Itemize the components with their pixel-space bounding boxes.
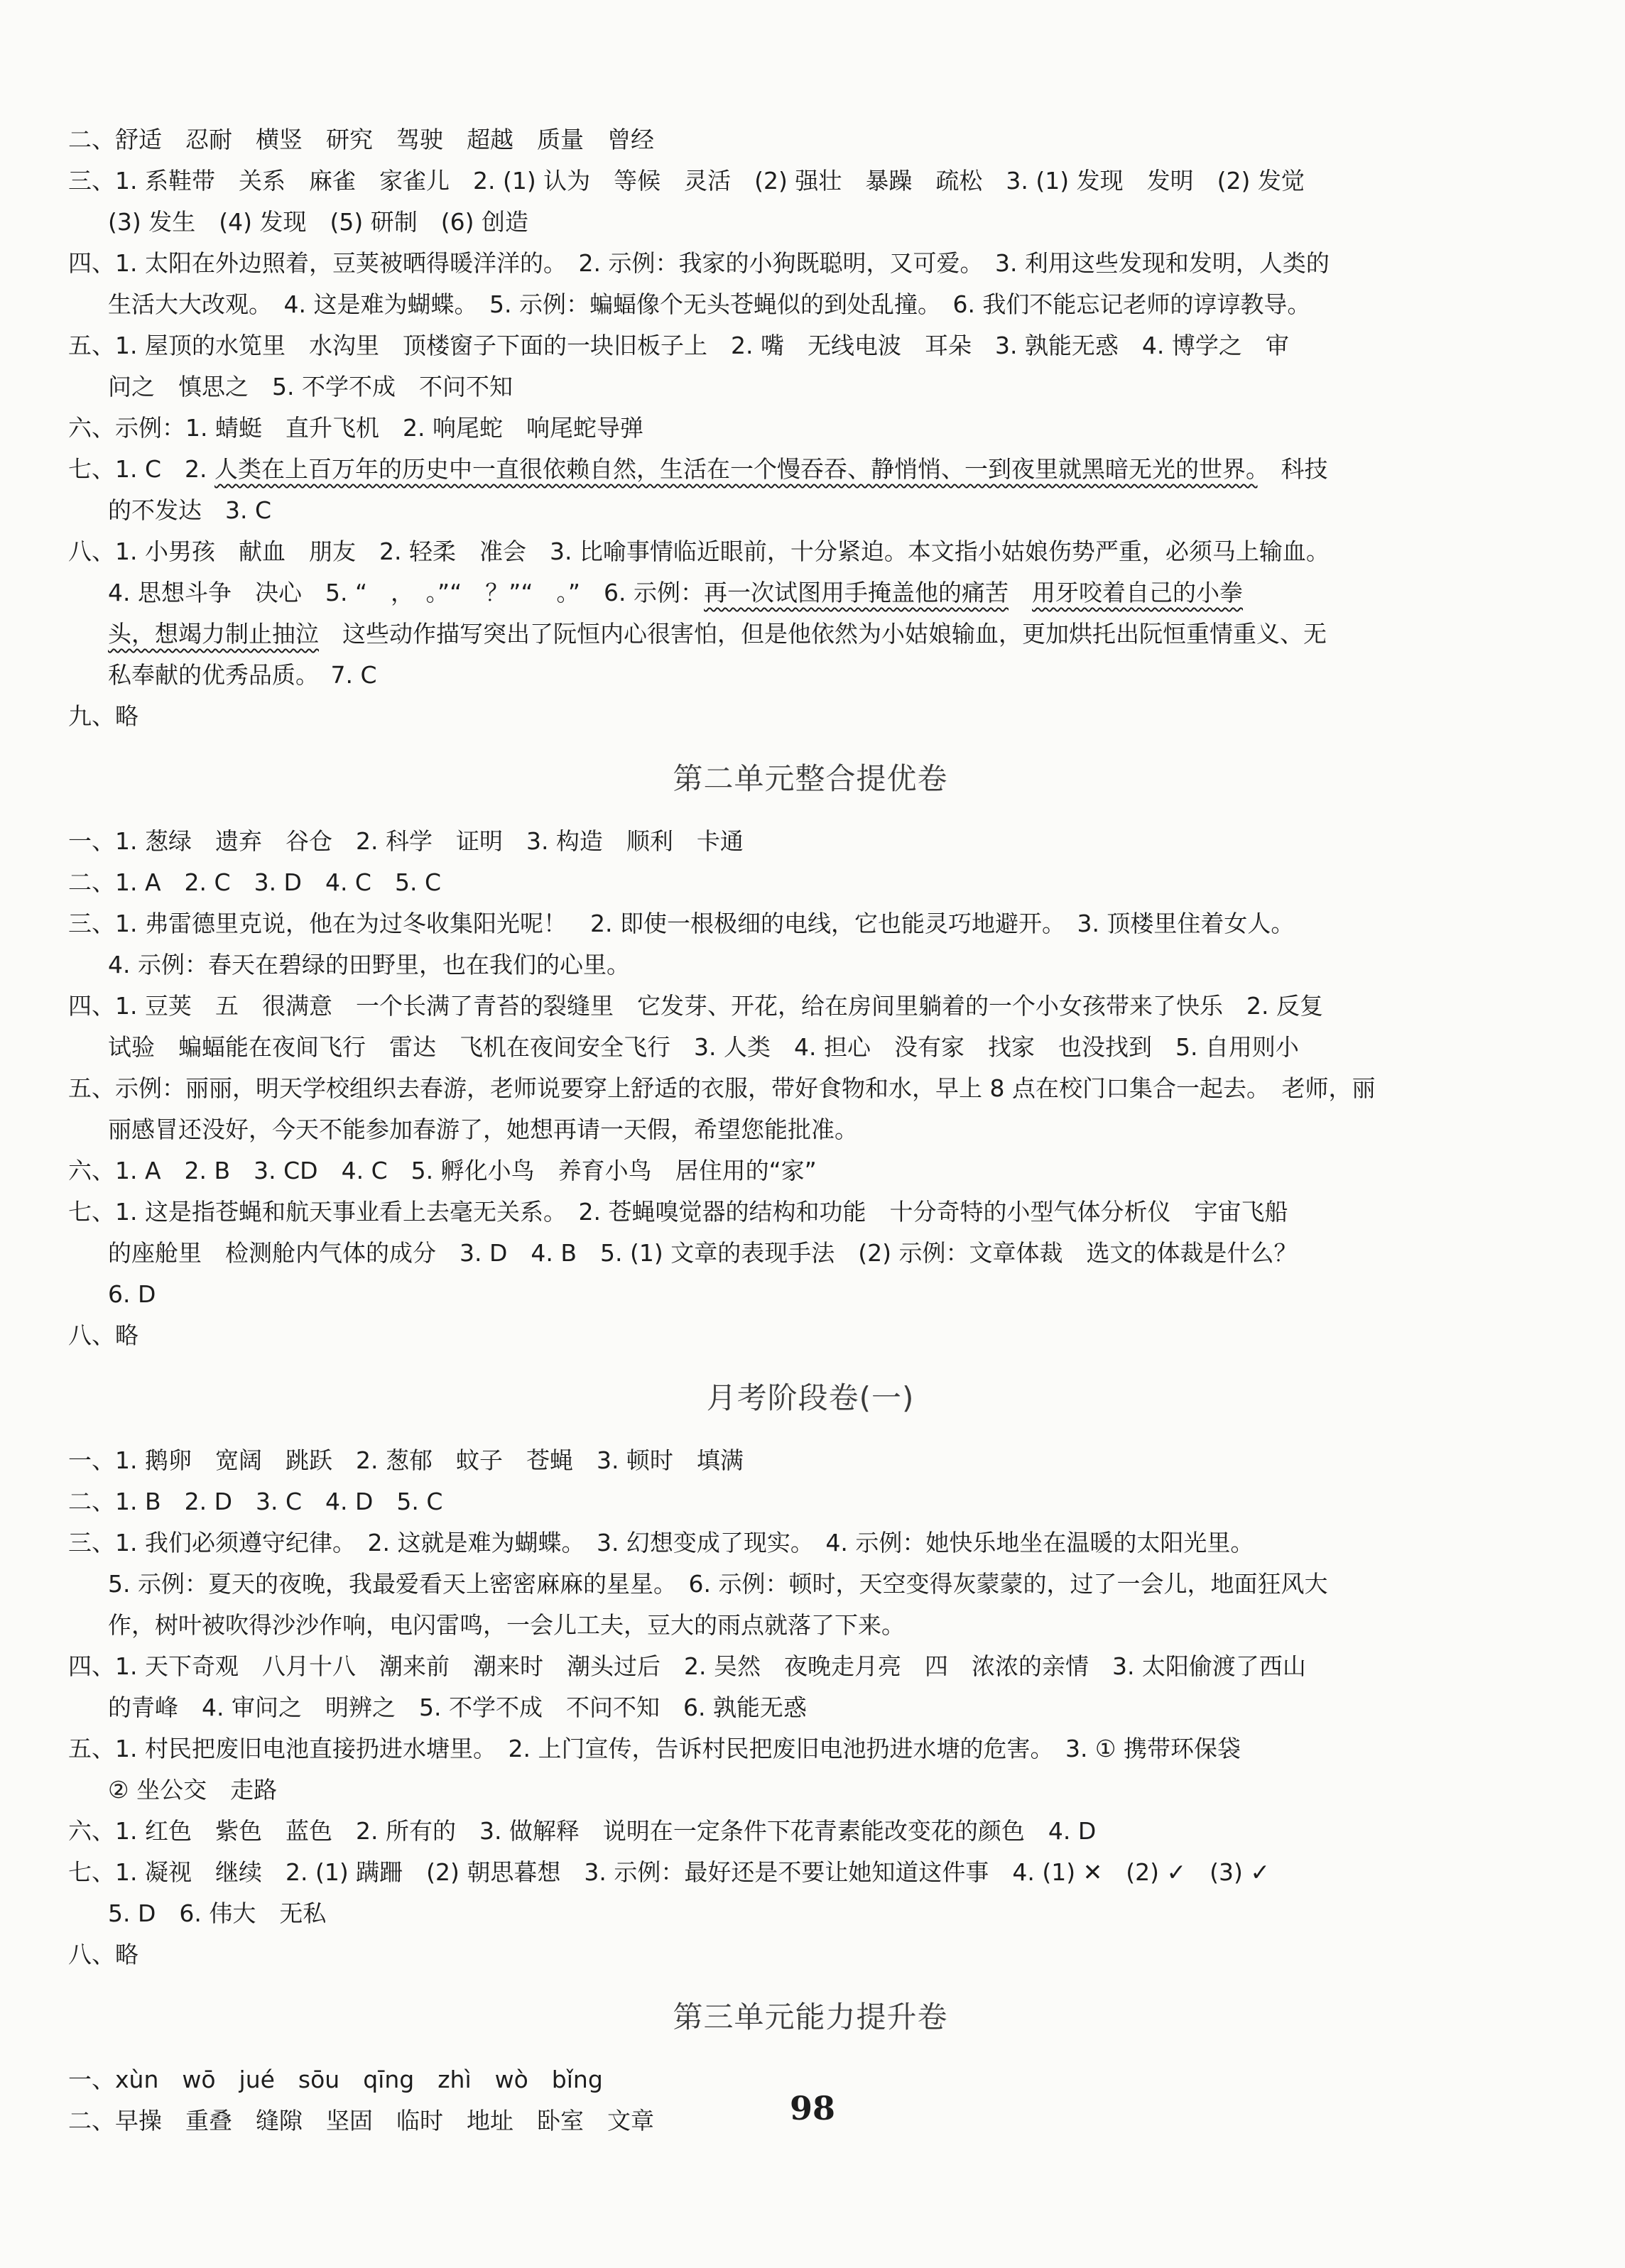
answer-text: 七、1. 凝视 继续 2. (1) 蹒跚 (2) 朝思暮想 3. 示例：最好还是不要让她知道这件事 4. (1) ✕ (2) ✓ (3) ✓ [68, 1858, 1271, 1886]
answer-line [68, 1109, 1553, 1150]
answer-line [68, 202, 1553, 243]
answer-text: 九、略 [68, 702, 138, 730]
underlined-answer-text: 人类在上百万年的历史中一直很依赖自然，生活在一个慢吞吞、静悄悄、一到夜里就黑暗无光的世界。 [214, 455, 1258, 483]
answer-line [68, 449, 1553, 490]
answer-line [68, 1605, 1553, 1646]
answer-text: 八、1. 小男孩 献血 朋友 2. 轻柔 准会 3. 比喻事情临近眼前，十分紧迫。本文指小姑娘伤势严重，必须马上输血。 [68, 538, 1330, 565]
answer-text: 生活大大改观。 4. 这是难为蝴蝶。 5. 示例：蝙蝠像个无头苍蝇似的到处乱撞。 6. 我们不能忘记老师的谆谆教导。 [108, 290, 1311, 318]
answer-line [68, 160, 1553, 202]
answer-line [68, 1068, 1553, 1109]
answer-text: 5. 示例：夏天的夜晚，我最爱看天上密密麻麻的星星。 6. 示例：顿时，天空变得灰蒙蒙的，过了一会儿，地面狂风大 [108, 1570, 1328, 1598]
answer-text: 一、1. 葱绿 遗弃 谷仓 2. 科学 证明 3. 构造 顺利 卡通 [68, 827, 744, 855]
answer-text: 三、1. 我们必须遵守纪律。 2. 这就是难为蝴蝶。 3. 幻想变成了现实。 4. 示例：她快乐地坐在温暖的太阳光里。 [68, 1529, 1254, 1556]
answer-text: 作，树叶被吹得沙沙作响，电闪雷鸣，一会儿工夫，豆大的雨点就落了下来。 [108, 1611, 905, 1639]
answer-line [68, 1893, 1553, 1934]
answer-line [68, 408, 1553, 449]
answer-text: 八、略 [68, 1941, 138, 1968]
answer-line [68, 1934, 1553, 1975]
underlined-answer-text: 用牙咬着自己的小拳 [1032, 579, 1244, 606]
answer-text: 七、1. C 2. [68, 455, 214, 483]
answer-text: 的青峰 4. 审问之 明辨之 5. 不学不成 不问不知 6. 孰能无惑 [108, 1694, 807, 1721]
answer-line [68, 366, 1553, 408]
answer-line [68, 655, 1553, 696]
answer-line [68, 1646, 1553, 1687]
answer-text: 一、xùn wō jué sōu qīng zhì wò bǐng [68, 2066, 603, 2093]
answer-line [68, 1150, 1553, 1192]
answer-text: 三、1. 系鞋带 关系 麻雀 家雀儿 2. (1) 认为 等候 灵活 (2) 强壮 暴躁 疏松 3. (1) 发现 发明 (2) 发觉 [68, 167, 1305, 195]
answer-line [68, 490, 1553, 531]
answer-text: ② 坐公交 走路 [108, 1776, 278, 1804]
answer-text: 的不发达 3. C [108, 496, 272, 524]
answer-line [68, 1440, 1553, 1481]
answer-line [68, 986, 1553, 1027]
answer-text: 五、示例：丽丽，明天学校组织去春游，老师说要穿上舒适的衣服，带好食物和水，早上 8 点在校门口集合一起去。 老师，丽 [68, 1074, 1376, 1102]
answer-text: 五、1. 屋顶的水笕里 水沟里 顶楼窗子下面的一块旧板子上 2. 嘴 无线电波 耳朵 3. 孰能无惑 4. 博学之 审 [68, 332, 1289, 359]
answer-text: 六、1. A 2. B 3. CD 4. C 5. 孵化小鸟 养育小鸟 居住用的“家” [68, 1157, 817, 1184]
answer-text: 四、1. 太阳在外边照着，豆荚被晒得暖洋洋的。 2. 示例：我家的小狗既聪明，又可爱。 3. 利用这些发现和发明，人类的 [68, 249, 1330, 277]
answer-line [68, 572, 1553, 614]
answer-text: 二、1. A 2. C 3. D 4. C 5. C [68, 868, 441, 896]
answer-line [68, 1811, 1553, 1852]
answer-line [68, 696, 1553, 737]
underlined-answer-text: 再一次试图用手掩盖他的痛苦 [704, 579, 1009, 606]
underlined-answer-text: 头，想竭力制止抽泣 [108, 620, 319, 648]
answer-line [68, 1192, 1553, 1233]
answer-line [68, 531, 1553, 572]
answer-line [68, 821, 1553, 862]
answer-text: 4. 示例：春天在碧绿的田野里，也在我们的心里。 [108, 951, 630, 978]
answer-content [68, 119, 1553, 2142]
answer-line [68, 284, 1553, 325]
answer-text: 六、1. 红色 紫色 蓝色 2. 所有的 3. 做解释 说明在一定条件下花青素能改变花的颜色 4. D [68, 1817, 1097, 1845]
answer-text: 六、示例：1. 蜻蜓 直升飞机 2. 响尾蛇 响尾蛇导弹 [68, 414, 643, 442]
answer-text: 二、早操 重叠 缝隙 坚固 临时 地址 卧室 文章 [68, 2107, 654, 2135]
answer-text: 三、1. 弗雷德里克说，他在为过冬收集阳光呢！ 2. 即使一根极细的电线，它也能灵巧地避开。 3. 顶楼里住着女人。 [68, 910, 1295, 937]
answer-line [68, 1481, 1553, 1522]
answer-text [1009, 579, 1032, 606]
answer-text: 私奉献的优秀品质。 7. C [108, 661, 377, 689]
answer-line [68, 1027, 1553, 1068]
answer-text: 问之 慎思之 5. 不学不成 不问不知 [108, 373, 513, 400]
answer-text: 八、略 [68, 1321, 138, 1349]
section-title: 第二单元整合提优卷 [673, 761, 948, 796]
answer-line [68, 1564, 1553, 1605]
answer-text: 科技 [1257, 455, 1328, 483]
answer-text: 试验 蝙蝠能在夜间飞行 雷达 飞机在夜间安全飞行 3. 人类 4. 担心 没有家 找家 也没找到 5. 自用则小 [108, 1033, 1299, 1061]
section-title: 第三单元能力提升卷 [673, 2000, 948, 2034]
answer-line [68, 862, 1553, 903]
answer-line [68, 1522, 1553, 1564]
answer-text: 二、舒适 忍耐 横竖 研究 驾驶 超越 质量 曾经 [68, 126, 654, 153]
page-number: 98 [789, 2089, 835, 2127]
answer-text: 七、1. 这是指苍蝇和航天事业看上去毫无关系。 2. 苍蝇嗅觉器的结构和功能 十分奇特的小型气体分析仪 宇宙飞船 [68, 1198, 1288, 1226]
answer-text: 6. D [108, 1280, 156, 1308]
answer-text: 一、1. 鹅卵 宽阔 跳跃 2. 葱郁 蚊子 苍蝇 3. 顿时 填满 [68, 1446, 744, 1474]
section-title: 月考阶段卷(一) [706, 1380, 915, 1415]
answer-text: 五、1. 村民把废旧电池直接扔进水塘里。 2. 上门宣传，告诉村民把废旧电池扔进水塘的危害。 3. ① 携带环保袋 [68, 1735, 1241, 1762]
answer-line [68, 1770, 1553, 1811]
answer-line [68, 903, 1553, 944]
answer-line [68, 325, 1553, 366]
answer-line [68, 119, 1553, 160]
answer-line [68, 1728, 1553, 1770]
answer-line [68, 1852, 1553, 1893]
answer-line [68, 1315, 1553, 1356]
answer-text: 二、1. B 2. D 3. C 4. D 5. C [68, 1488, 443, 1515]
answer-line [68, 944, 1553, 986]
answer-text: 丽感冒还没好，今天不能参加春游了，她想再请一天假，希望您能批准。 [108, 1116, 858, 1143]
answer-text: 5. D 6. 伟大 无私 [108, 1899, 327, 1927]
answer-text: 的座舱里 检测舱内气体的成分 3. D 4. B 5. (1) 文章的表现手法 (2) 示例：文章体裁 选文的体裁是什么？ [108, 1239, 1298, 1267]
answer-text: (3) 发生 (4) 发现 (5) 研制 (6) 创造 [108, 208, 528, 236]
answer-text: 4. 思想斗争 决心 5. “ ， 。”“ ？”“ 。” 6. 示例： [108, 579, 705, 606]
answer-line [68, 1274, 1553, 1315]
answer-line [68, 614, 1553, 655]
answer-text: 四、1. 天下奇观 八月十八 潮来前 潮来时 潮头过后 2. 吴然 夜晚走月亮 四 浓浓的亲情 3. 太阳偷渡了西山 [68, 1652, 1306, 1680]
answer-text: 四、1. 豆荚 五 很满意 一个长满了青苔的裂缝里 它发芽、开花，给在房间里躺着的一个小女孩带来了快乐 2. 反复 [68, 992, 1323, 1020]
answer-text: 这些动作描写突出了阮恒内心很害怕，但是他依然为小姑娘输血，更加烘托出阮恒重情重义、无 [319, 620, 1327, 648]
answer-line [68, 1233, 1553, 1274]
answer-line [68, 243, 1553, 284]
answer-line [68, 1687, 1553, 1728]
